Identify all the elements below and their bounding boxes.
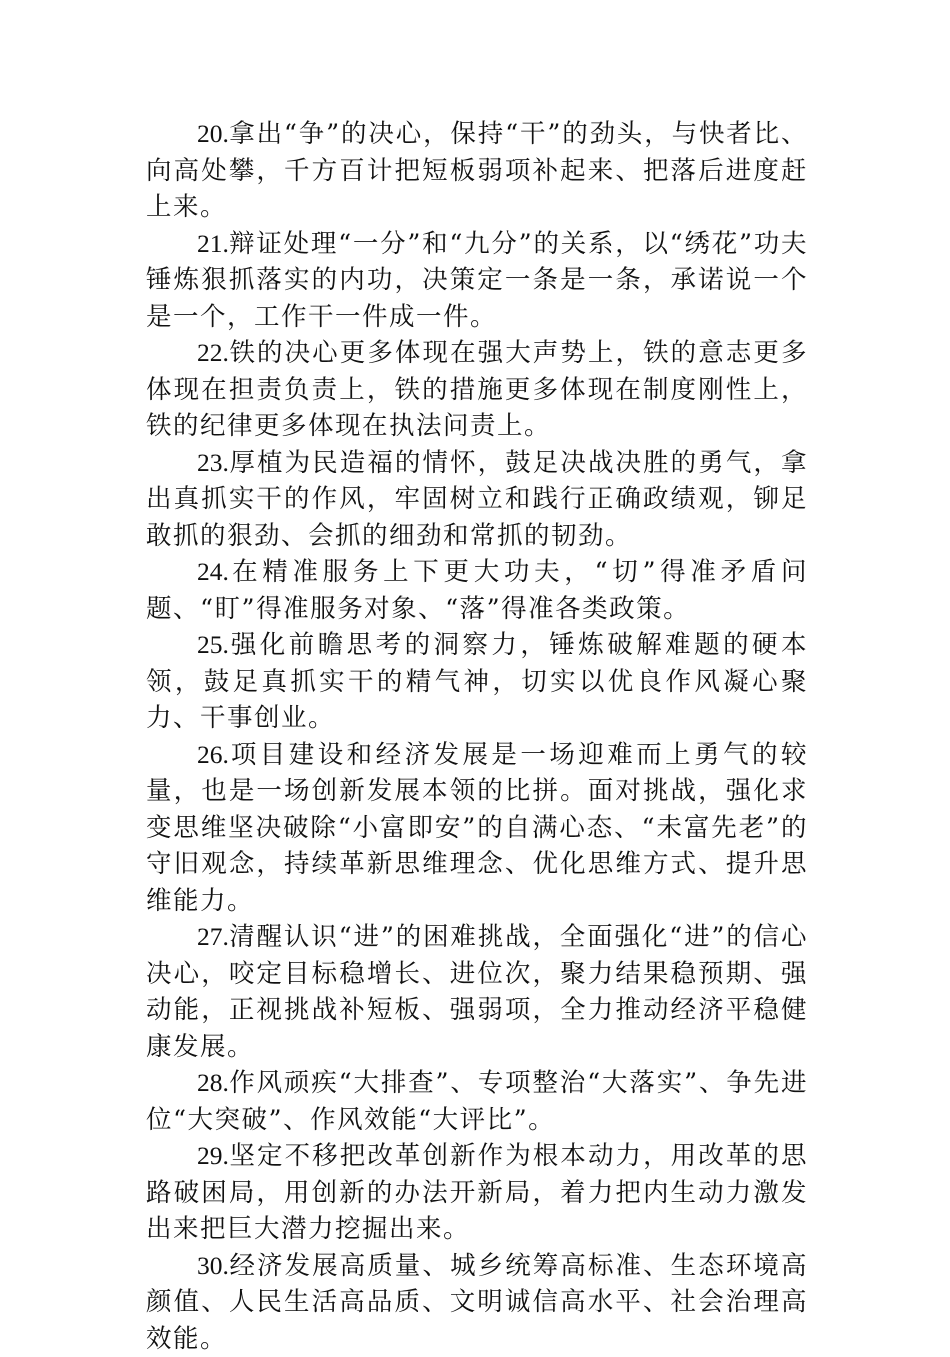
- paragraph-number: 24.: [197, 557, 229, 586]
- paragraph-number: 22.: [197, 338, 229, 367]
- paragraph-text: 在精准服务上下更大功夫，“切”得准矛盾问题、“盯”得准服务对象、“落”得准各类政策。: [146, 557, 808, 624]
- paragraph-number: 28.: [197, 1068, 229, 1097]
- paragraph-25: [146, 627, 808, 737]
- paragraph-text: 辩证处理“一分”和“九分”的关系，以“绣花”功夫锤炼狠抓落实的内功，决策定一条是一条，承诺说一个是一个，工作干一件成一件。: [146, 229, 808, 332]
- paragraph-text: 项目建设和经济发展是一场迎难而上勇气的较量，也是一场创新发展本领的比拼。面对挑战，强化求变思维坚决破除“小富即安”的自满心态、“未富先老”的守旧观念，持续革新思维理念、优化思维方式、提升思维能力。: [146, 740, 808, 916]
- paragraph-text: 清醒认识“进”的困难挑战，全面强化“进”的信心决心，咬定目标稳增长、进位次，聚力结果稳预期、强动能，正视挑战补短板、强弱项，全力推动经济平稳健康发展。: [146, 922, 808, 1062]
- paragraph-27: [146, 919, 808, 1065]
- paragraph-number: 29.: [197, 1141, 229, 1170]
- paragraph-text: 作风顽疾“大排查”、专项整治“大落实”、争先进位“大突破”、作风效能“大评比”。: [146, 1068, 808, 1135]
- paragraph-text: 铁的决心更多体现在强大声势上，铁的意志更多体现在担责负责上，铁的措施更多体现在制度刚性上，铁的纪律更多体现在执法问责上。: [146, 338, 808, 441]
- paragraph-21: [146, 226, 808, 336]
- paragraph-20: [146, 116, 808, 226]
- paragraph-text: 坚定不移把改革创新作为根本动力，用改革的思路破困局，用创新的办法开新局，着力把内生动力激发出来把巨大潜力挖掘出来。: [146, 1141, 808, 1244]
- paragraph-29: [146, 1138, 808, 1248]
- paragraph-number: 25.: [197, 630, 229, 659]
- paragraph-number: 26.: [197, 740, 229, 769]
- paragraph-number: 27.: [197, 922, 229, 951]
- paragraph-number: 30.: [197, 1251, 229, 1280]
- paragraph-26: [146, 737, 808, 920]
- paragraph-24: [146, 554, 808, 627]
- paragraph-30: [146, 1248, 808, 1357]
- paragraph-number: 21.: [197, 229, 229, 258]
- paragraph-text: 强化前瞻思考的洞察力，锤炼破解难题的硬本领，鼓足真抓实干的精气神，切实以优良作风凝心聚力、干事创业。: [146, 630, 808, 733]
- paragraph-22: [146, 335, 808, 445]
- paragraph-number: 20.: [197, 119, 229, 148]
- paragraph-23: [146, 445, 808, 555]
- paragraph-28: [146, 1065, 808, 1138]
- paragraph-number: 23.: [197, 448, 229, 477]
- paragraph-text: 经济发展高质量、城乡统筹高标准、生态环境高颜值、人民生活高品质、文明诚信高水平、社会治理高效能。: [146, 1251, 808, 1354]
- document-body: [146, 116, 808, 1357]
- paragraph-text: 拿出“争”的决心，保持“干”的劲头，与快者比、向高处攀，千方百计把短板弱项补起来、把落后进度赶上来。: [146, 119, 808, 222]
- paragraph-text: 厚植为民造福的情怀，鼓足决战决胜的勇气，拿出真抓实干的作风，牢固树立和践行正确政绩观，铆足敢抓的狠劲、会抓的细劲和常抓的韧劲。: [146, 448, 808, 551]
